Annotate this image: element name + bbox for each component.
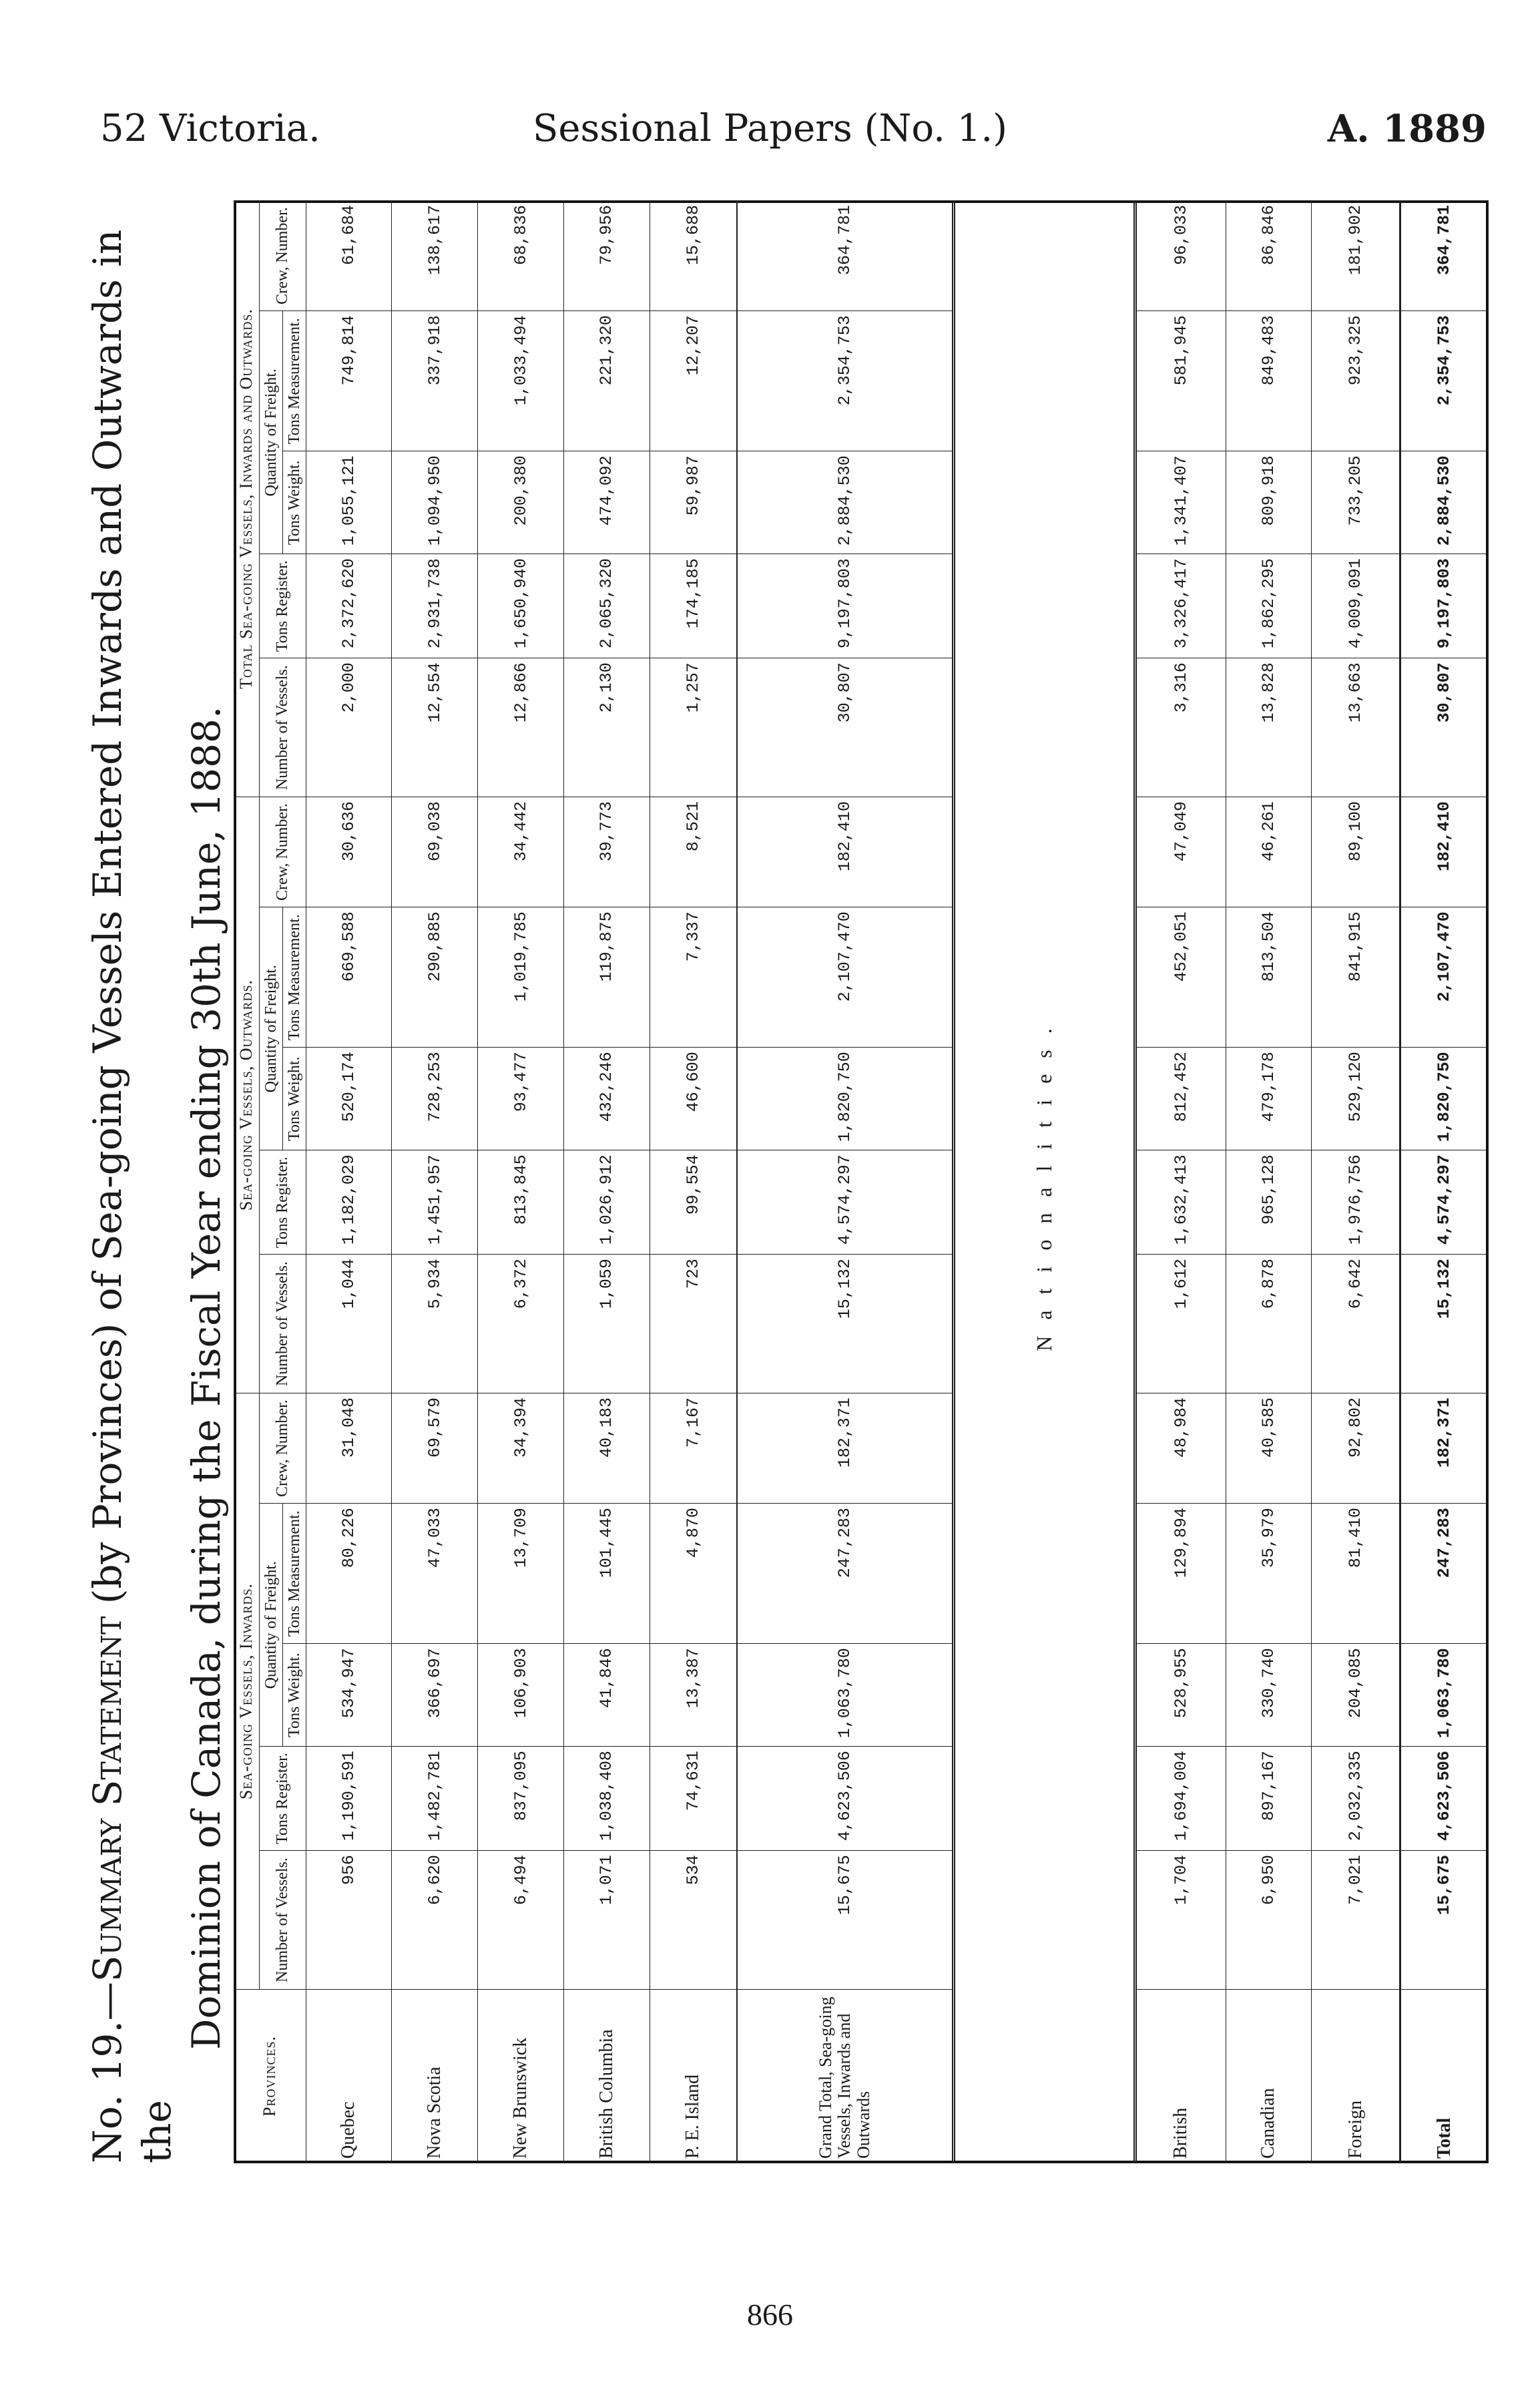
province-row bbox=[563, 201, 650, 2163]
cell-value: 474,092 bbox=[563, 451, 650, 554]
cell-value: 15,688 bbox=[650, 201, 737, 311]
province-row bbox=[650, 201, 737, 2163]
cell-value: 30,807 bbox=[1400, 658, 1488, 797]
col-header-measurement: Tons Measurement. bbox=[282, 311, 306, 451]
cell-value: 1,026,912 bbox=[563, 1150, 650, 1255]
col-header-register: Tons Register. bbox=[259, 1747, 306, 1851]
cell-value: 5,934 bbox=[392, 1255, 478, 1393]
cell-value: 221,320 bbox=[563, 311, 650, 451]
cell-value: 1,063,780 bbox=[737, 1644, 954, 1747]
cell-value: 364,781 bbox=[737, 201, 954, 311]
cell-value: 6,494 bbox=[478, 1851, 564, 1990]
header-year: A. 1889 bbox=[1327, 107, 1487, 151]
total-row bbox=[1400, 201, 1488, 2163]
cell-value: 4,574,297 bbox=[737, 1150, 954, 1255]
cell-value: 68,836 bbox=[478, 201, 564, 311]
row-label: P. E. Island bbox=[650, 1990, 737, 2163]
cell-value: 809,918 bbox=[1226, 451, 1312, 554]
cell-value: 669,588 bbox=[306, 907, 392, 1048]
group-header-outwards: Sea-going Vessels, Outwards. bbox=[234, 797, 260, 1393]
col-header-register: Tons Register. bbox=[259, 554, 306, 658]
cell-value: 529,120 bbox=[1312, 1048, 1400, 1150]
col-header-crew: Crew, Number. bbox=[259, 1393, 306, 1504]
nationalities-header: Nationalities. bbox=[954, 201, 1135, 2163]
cell-value: 364,781 bbox=[1400, 201, 1488, 311]
row-label: British bbox=[1135, 1990, 1226, 2163]
row-label: New Brunswick bbox=[478, 1990, 564, 2163]
cell-value: 138,617 bbox=[392, 201, 478, 311]
cell-value: 34,394 bbox=[478, 1393, 564, 1504]
cell-value: 1,257 bbox=[650, 658, 737, 797]
cell-value: 200,380 bbox=[478, 451, 564, 554]
cell-value: 1,694,004 bbox=[1135, 1747, 1226, 1851]
nationality-row bbox=[1135, 201, 1226, 2163]
province-row bbox=[478, 201, 564, 2163]
cell-value: 1,976,756 bbox=[1312, 1150, 1400, 1255]
cell-value: 9,197,803 bbox=[737, 554, 954, 658]
cell-value: 40,183 bbox=[563, 1393, 650, 1504]
cell-value: 813,845 bbox=[478, 1150, 564, 1255]
row-label: British Columbia bbox=[563, 1990, 650, 2163]
cell-value: 581,945 bbox=[1135, 311, 1226, 451]
cell-value: 290,885 bbox=[392, 907, 478, 1048]
cell-value: 174,185 bbox=[650, 554, 737, 658]
cell-value: 30,807 bbox=[737, 658, 954, 797]
cell-value: 837,095 bbox=[478, 1747, 564, 1851]
cell-value: 15,675 bbox=[1400, 1851, 1488, 1990]
cell-value: 733,205 bbox=[1312, 451, 1400, 554]
cell-value: 47,049 bbox=[1135, 797, 1226, 907]
cell-value: 129,894 bbox=[1135, 1504, 1226, 1644]
cell-value: 2,032,335 bbox=[1312, 1747, 1400, 1851]
cell-value: 13,709 bbox=[478, 1504, 564, 1644]
cell-value: 812,452 bbox=[1135, 1048, 1226, 1150]
cell-value: 956 bbox=[306, 1851, 392, 1990]
cell-value: 96,033 bbox=[1135, 201, 1226, 311]
cell-value: 4,009,091 bbox=[1312, 554, 1400, 658]
cell-value: 1,071 bbox=[563, 1851, 650, 1990]
header-session: 52 Victoria. bbox=[100, 107, 320, 150]
col-header-freight: Quantity of Freight. bbox=[259, 1504, 282, 1747]
cell-value: 3,326,417 bbox=[1135, 554, 1226, 658]
caption-line-2: Dominion of Canada, during the Fiscal Year ending 30th June, 1888. bbox=[184, 706, 229, 2050]
cell-value: 6,372 bbox=[478, 1255, 564, 1393]
cell-value: 3,316 bbox=[1135, 658, 1226, 797]
cell-value: 2,130 bbox=[563, 658, 650, 797]
col-header-crew: Crew, Number. bbox=[259, 797, 306, 907]
table-caption bbox=[87, 200, 227, 2163]
cell-value: 101,445 bbox=[563, 1504, 650, 1644]
cell-value: 6,642 bbox=[1312, 1255, 1400, 1393]
cell-value: 59,987 bbox=[650, 451, 737, 554]
cell-value: 1,019,785 bbox=[478, 907, 564, 1048]
cell-value: 9,197,803 bbox=[1400, 554, 1488, 658]
cell-value: 39,773 bbox=[563, 797, 650, 907]
cell-value: 182,371 bbox=[1400, 1393, 1488, 1504]
cell-value: 89,100 bbox=[1312, 797, 1400, 907]
cell-value: 1,820,750 bbox=[737, 1048, 954, 1150]
cell-value: 182,371 bbox=[737, 1393, 954, 1504]
nationality-row bbox=[1312, 201, 1400, 2163]
cell-value: 31,048 bbox=[306, 1393, 392, 1504]
cell-value: 13,387 bbox=[650, 1644, 737, 1747]
col-header-weight: Tons Weight. bbox=[282, 1048, 306, 1150]
cell-value: 841,915 bbox=[1312, 907, 1400, 1048]
cell-value: 1,094,950 bbox=[392, 451, 478, 554]
caption-smallcaps: Summary Statement bbox=[85, 1616, 130, 1982]
cell-value: 46,261 bbox=[1226, 797, 1312, 907]
cell-value: 81,410 bbox=[1312, 1504, 1400, 1644]
cell-value: 1,063,780 bbox=[1400, 1644, 1488, 1747]
province-row bbox=[306, 201, 392, 2163]
cell-value: 6,878 bbox=[1226, 1255, 1312, 1393]
page-number: 866 bbox=[747, 2298, 793, 2332]
cell-value: 2,931,738 bbox=[392, 554, 478, 658]
row-label: Quebec bbox=[306, 1990, 392, 2163]
row-label: Nova Scotia bbox=[392, 1990, 478, 2163]
cell-value: 13,663 bbox=[1312, 658, 1400, 797]
cell-value: 330,740 bbox=[1226, 1644, 1312, 1747]
cell-value: 8,521 bbox=[650, 797, 737, 907]
cell-value: 923,325 bbox=[1312, 311, 1400, 451]
cell-value: 47,033 bbox=[392, 1504, 478, 1644]
cell-value: 1,862,295 bbox=[1226, 554, 1312, 658]
col-header-number: Number of Vessels. bbox=[259, 1851, 306, 1990]
cell-value: 2,065,320 bbox=[563, 554, 650, 658]
cell-value: 15,132 bbox=[737, 1255, 954, 1393]
cell-value: 723 bbox=[650, 1255, 737, 1393]
cell-value: 1,182,029 bbox=[306, 1150, 392, 1255]
cell-value: 30,636 bbox=[306, 797, 392, 907]
provinces-header: Provinces. bbox=[234, 1990, 306, 2163]
cell-value: 106,903 bbox=[478, 1644, 564, 1747]
cell-value: 12,554 bbox=[392, 658, 478, 797]
cell-value: 182,410 bbox=[1400, 797, 1488, 907]
cell-value: 7,021 bbox=[1312, 1851, 1400, 1990]
cell-value: 1,650,940 bbox=[478, 554, 564, 658]
cell-value: 48,984 bbox=[1135, 1393, 1226, 1504]
cell-value: 15,675 bbox=[737, 1851, 954, 1990]
cell-value: 69,579 bbox=[392, 1393, 478, 1504]
group-header-inwards: Sea-going Vessels, Inwards. bbox=[234, 1393, 260, 1990]
col-header-weight: Tons Weight. bbox=[282, 451, 306, 554]
cell-value: 520,174 bbox=[306, 1048, 392, 1150]
cell-value: 1,704 bbox=[1135, 1851, 1226, 1990]
col-header-measurement: Tons Measurement. bbox=[282, 907, 306, 1048]
cell-value: 12,866 bbox=[478, 658, 564, 797]
caption-rest: (by Provinces) of Sea-going Vessels Entered Inwards and Outwards in the bbox=[85, 229, 180, 2163]
cell-value: 534,947 bbox=[306, 1644, 392, 1747]
cell-value: 813,504 bbox=[1226, 907, 1312, 1048]
cell-value: 7,167 bbox=[650, 1393, 737, 1504]
col-header-freight: Quantity of Freight. bbox=[259, 311, 282, 554]
cell-value: 41,846 bbox=[563, 1644, 650, 1747]
cell-value: 99,554 bbox=[650, 1150, 737, 1255]
cell-value: 4,623,506 bbox=[1400, 1747, 1488, 1851]
cell-value: 2,884,530 bbox=[737, 451, 954, 554]
col-header-register: Tons Register. bbox=[259, 1150, 306, 1255]
cell-value: 6,950 bbox=[1226, 1851, 1312, 1990]
cell-value: 1,033,494 bbox=[478, 311, 564, 451]
cell-value: 74,631 bbox=[650, 1747, 737, 1851]
grand-total-row bbox=[737, 201, 954, 2163]
col-header-measurement: Tons Measurement. bbox=[282, 1504, 306, 1644]
cell-value: 1,059 bbox=[563, 1255, 650, 1393]
cell-value: 7,337 bbox=[650, 907, 737, 1048]
cell-value: 1,612 bbox=[1135, 1255, 1226, 1393]
cell-value: 1,038,408 bbox=[563, 1747, 650, 1851]
cell-value: 479,178 bbox=[1226, 1048, 1312, 1150]
cell-value: 897,167 bbox=[1226, 1747, 1312, 1851]
cell-value: 13,828 bbox=[1226, 658, 1312, 797]
cell-value: 119,875 bbox=[563, 907, 650, 1048]
cell-value: 61,684 bbox=[306, 201, 392, 311]
nationality-row bbox=[1226, 201, 1312, 2163]
col-header-crew: Crew, Number. bbox=[259, 201, 306, 311]
cell-value: 2,107,470 bbox=[737, 907, 954, 1048]
header-title: Sessional Papers (No. 1.) bbox=[532, 107, 1008, 150]
cell-value: 86,846 bbox=[1226, 201, 1312, 311]
cell-value: 93,477 bbox=[478, 1048, 564, 1150]
cell-value: 80,226 bbox=[306, 1504, 392, 1644]
cell-value: 728,253 bbox=[392, 1048, 478, 1150]
cell-value: 6,620 bbox=[392, 1851, 478, 1990]
row-label: Grand Total, Sea-going Vessels, Inwards and Outwards bbox=[737, 1990, 954, 2163]
col-header-number: Number of Vessels. bbox=[259, 1255, 306, 1393]
cell-value: 46,600 bbox=[650, 1048, 737, 1150]
cell-value: 2,000 bbox=[306, 658, 392, 797]
cell-value: 79,956 bbox=[563, 201, 650, 311]
cell-value: 965,128 bbox=[1226, 1150, 1312, 1255]
cell-value: 35,979 bbox=[1226, 1504, 1312, 1644]
province-row bbox=[392, 201, 478, 2163]
cell-value: 1,482,781 bbox=[392, 1747, 478, 1851]
cell-value: 247,283 bbox=[1400, 1504, 1488, 1644]
cell-value: 1,055,121 bbox=[306, 451, 392, 554]
cell-value: 1,820,750 bbox=[1400, 1048, 1488, 1150]
cell-value: 1,341,407 bbox=[1135, 451, 1226, 554]
row-label: Total bbox=[1400, 1990, 1488, 2163]
cell-value: 2,884,530 bbox=[1400, 451, 1488, 554]
cell-value: 2,372,620 bbox=[306, 554, 392, 658]
cell-value: 849,483 bbox=[1226, 311, 1312, 451]
col-header-number: Number of Vessels. bbox=[259, 658, 306, 797]
row-label: Canadian bbox=[1226, 1990, 1312, 2163]
cell-value: 366,697 bbox=[392, 1644, 478, 1747]
cell-value: 2,107,470 bbox=[1400, 907, 1488, 1048]
cell-value: 182,410 bbox=[737, 797, 954, 907]
cell-value: 40,585 bbox=[1226, 1393, 1312, 1504]
cell-value: 534 bbox=[650, 1851, 737, 1990]
cell-value: 92,802 bbox=[1312, 1393, 1400, 1504]
cell-value: 4,870 bbox=[650, 1504, 737, 1644]
cell-value: 1,451,957 bbox=[392, 1150, 478, 1255]
cell-value: 2,354,753 bbox=[737, 311, 954, 451]
cell-value: 1,632,413 bbox=[1135, 1150, 1226, 1255]
cell-value: 1,044 bbox=[306, 1255, 392, 1393]
col-header-weight: Tons Weight. bbox=[282, 1644, 306, 1747]
cell-value: 247,283 bbox=[737, 1504, 954, 1644]
cell-value: 4,574,297 bbox=[1400, 1150, 1488, 1255]
cell-value: 337,918 bbox=[392, 311, 478, 451]
col-header-freight: Quantity of Freight. bbox=[259, 907, 282, 1150]
statistics-table bbox=[234, 200, 1489, 2163]
cell-value: 181,902 bbox=[1312, 201, 1400, 311]
cell-value: 34,442 bbox=[478, 797, 564, 907]
caption-number: No. 19.— bbox=[85, 1982, 130, 2163]
caption-line-1 bbox=[83, 200, 182, 2163]
cell-value: 2,354,753 bbox=[1400, 311, 1488, 451]
group-header-total: Total Sea-going Vessels, Inwards and Outwards. bbox=[234, 201, 260, 797]
statistics-table-frame bbox=[234, 200, 1489, 2163]
cell-value: 69,038 bbox=[392, 797, 478, 907]
row-label: Foreign bbox=[1312, 1990, 1400, 2163]
cell-value: 432,246 bbox=[563, 1048, 650, 1150]
cell-value: 528,955 bbox=[1135, 1644, 1226, 1747]
cell-value: 1,190,591 bbox=[306, 1747, 392, 1851]
cell-value: 15,132 bbox=[1400, 1255, 1488, 1393]
cell-value: 12,207 bbox=[650, 311, 737, 451]
cell-value: 749,814 bbox=[306, 311, 392, 451]
cell-value: 4,623,506 bbox=[737, 1747, 954, 1851]
cell-value: 452,051 bbox=[1135, 907, 1226, 1048]
cell-value: 204,085 bbox=[1312, 1644, 1400, 1747]
